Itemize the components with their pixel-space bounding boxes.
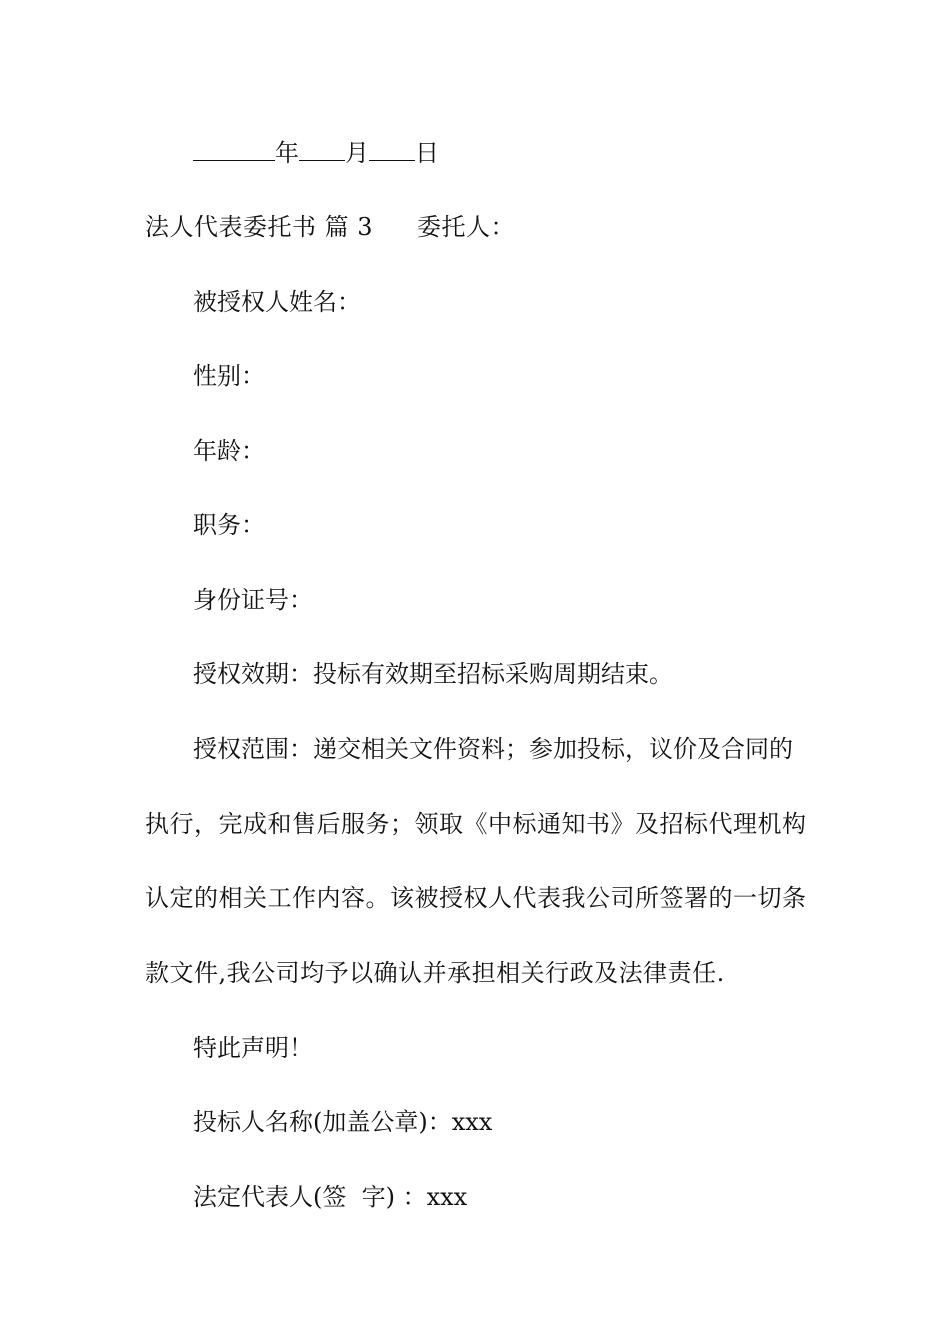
year-blank	[193, 138, 275, 161]
year-label: 年	[275, 139, 299, 167]
declaration: 特此声明！	[193, 1034, 313, 1062]
scope-line-4: 款文件,我公司均予以确认并承担相关行政及法律责任.	[145, 959, 725, 987]
field-id-number: 身份证号：	[193, 586, 313, 614]
field-age: 年龄：	[193, 437, 265, 465]
heading-line	[145, 213, 515, 241]
scope-line-1: 授权范围：递交相关文件资料；参加投标，议价及合同的	[193, 735, 793, 763]
section-label: 篇 3	[324, 213, 374, 241]
day-label: 日	[415, 139, 439, 167]
field-name: 被授权人姓名：	[193, 288, 361, 316]
field-position: 职务：	[193, 511, 265, 539]
legal-representative: 法定代表人(签 字) ：xxx	[193, 1183, 468, 1211]
validity-paragraph: 授权效期：投标有效期至招标采购周期结束。	[193, 660, 673, 688]
month-label: 月	[345, 139, 369, 167]
principal-label: 委托人：	[417, 213, 516, 241]
scope-line-3: 认定的相关工作内容。该被授权人代表我公司所签署的一切条	[145, 884, 807, 912]
date-line	[193, 138, 439, 167]
month-blank	[299, 138, 345, 161]
field-gender: 性别：	[193, 362, 265, 390]
document-title: 法人代表委托书	[145, 213, 317, 241]
bidder-name: 投标人名称(加盖公章)：xxx	[193, 1108, 493, 1136]
day-blank	[369, 138, 415, 161]
scope-line-2: 执行，完成和售后服务；领取《中标通知书》及招标代理机构	[145, 810, 807, 838]
